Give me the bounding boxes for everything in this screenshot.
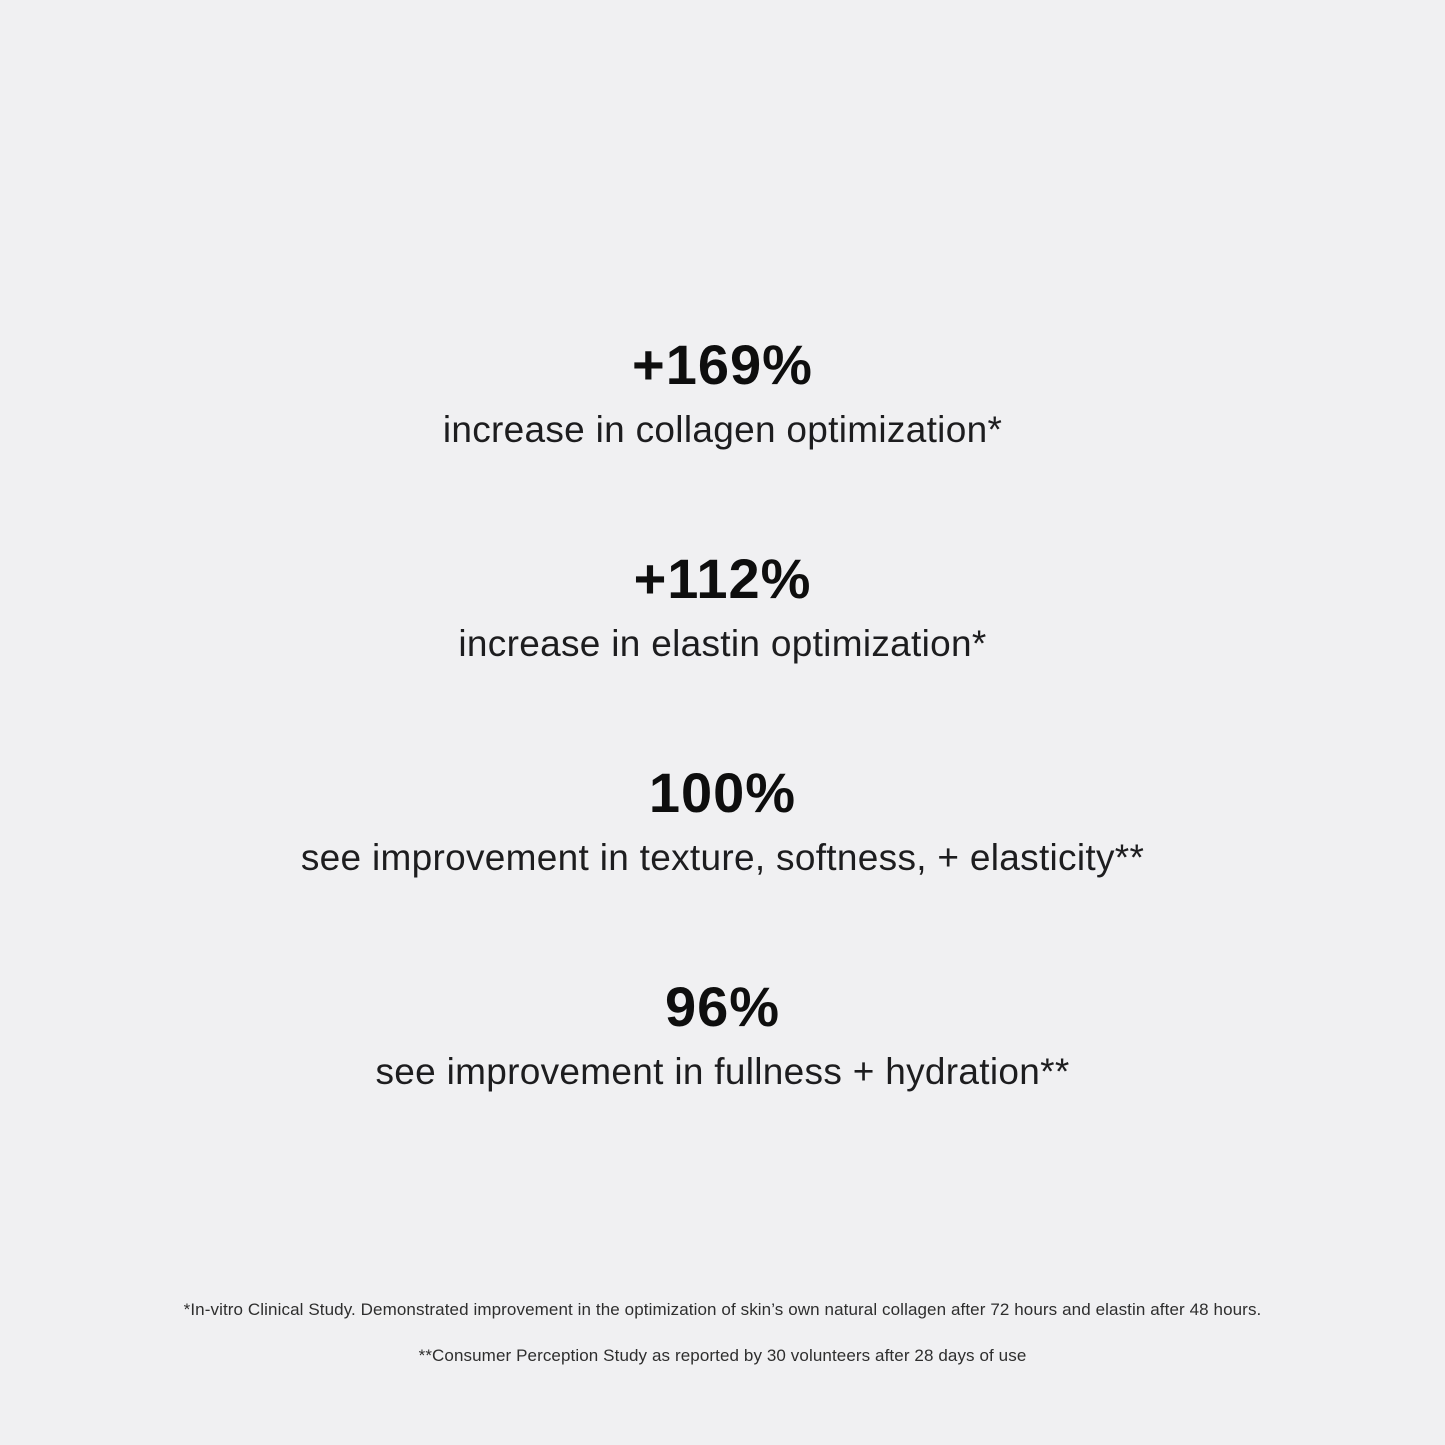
stat-label-elastin: increase in elastin optimization*	[458, 623, 987, 664]
stat-block-collagen	[0, 333, 1445, 450]
stat-value-fullness: 96%	[664, 975, 781, 1038]
stat-block-elastin	[0, 547, 1445, 664]
stat-label-fullness: see improvement in fullness + hydration**	[375, 1051, 1070, 1092]
footnotes-section	[0, 1300, 1445, 1392]
stat-value-collagen: +169%	[632, 333, 813, 396]
stats-section	[0, 333, 1445, 1193]
stat-block-texture	[0, 761, 1445, 878]
stat-value-elastin: +112%	[633, 547, 812, 610]
stat-label-texture: see improvement in texture, softness, + elasticity**	[300, 837, 1145, 878]
footnote-consumer-study: **Consumer Perception Study as reported by 30 volunteers after 28 days of use	[418, 1346, 1027, 1365]
stat-label-collagen: increase in collagen optimization*	[442, 409, 1003, 450]
footnote-clinical-study: *In-vitro Clinical Study. Demonstrated improvement in the optimization of skin’s own natural collagen after 72 hours and elastin after 48 hours.	[183, 1300, 1262, 1319]
stat-value-texture: 100%	[648, 761, 797, 824]
stat-block-fullness	[0, 975, 1445, 1092]
